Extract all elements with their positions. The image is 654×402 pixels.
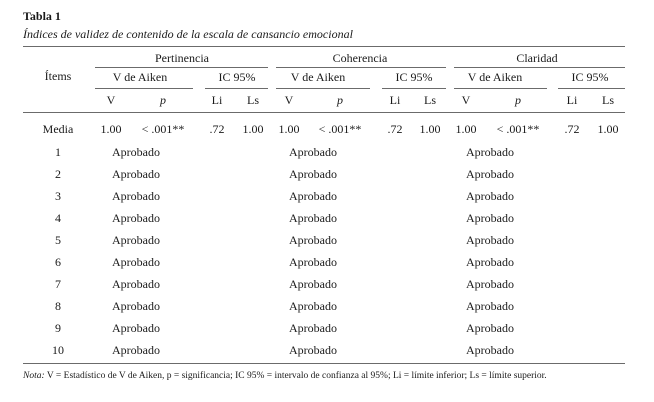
row-value-coherencia: Aprobado xyxy=(289,233,337,247)
col-li-coherencia: Li xyxy=(389,93,401,107)
row-item: 1 xyxy=(55,145,61,159)
col-p-claridad: p xyxy=(515,93,521,107)
row-value-pertinencia: Aprobado xyxy=(112,321,160,335)
row-value-coherencia: Aprobado xyxy=(289,255,337,269)
row-value-pertinencia: Aprobado xyxy=(112,233,160,247)
group-header-pertinencia: Pertinencia xyxy=(155,51,209,65)
media-p-pertinencia: < .001** xyxy=(141,122,185,136)
col-p-pertinencia: p xyxy=(160,93,166,107)
row-value-coherencia: Aprobado xyxy=(289,277,337,291)
media-ls-pertinencia: 1.00 xyxy=(242,122,264,136)
sub-rule-aiken-claridad xyxy=(454,88,547,89)
row-value-claridad: Aprobado xyxy=(466,321,514,335)
row-value-claridad: Aprobado xyxy=(466,233,514,247)
table-title: Índices de validez de contenido de la escala de cansancio emocional xyxy=(23,27,353,41)
row-item: 3 xyxy=(55,189,61,203)
sub-rule-ic-claridad xyxy=(558,88,625,89)
row-item: 5 xyxy=(55,233,61,247)
media-li-claridad: .72 xyxy=(564,122,580,136)
header-bottom-rule xyxy=(23,112,625,113)
row-value-claridad: Aprobado xyxy=(466,277,514,291)
row-value-coherencia: Aprobado xyxy=(289,167,337,181)
row-item: 4 xyxy=(55,211,61,225)
col-p-coherencia: p xyxy=(337,93,343,107)
aiken-header-pertinencia: V de Aiken xyxy=(112,70,168,84)
media-v-claridad: 1.00 xyxy=(455,122,477,136)
media-ls-claridad: 1.00 xyxy=(597,122,619,136)
row-value-pertinencia: Aprobado xyxy=(112,255,160,269)
ic-header-claridad: IC 95% xyxy=(571,70,609,84)
note-text: V = Estadístico de V de Aiken, p = significancia; IC 95% = intervalo de confianza al 95%; Li = límite inferior; Ls = límite superior. xyxy=(44,371,547,381)
top-rule xyxy=(23,46,625,47)
row-value-pertinencia: Aprobado xyxy=(112,299,160,313)
media-ls-coherencia: 1.00 xyxy=(419,122,441,136)
sub-rule-aiken-coherencia xyxy=(276,88,370,89)
row-value-claridad: Aprobado xyxy=(466,343,514,357)
group-rule-coherencia xyxy=(276,67,446,68)
row-value-pertinencia: Aprobado xyxy=(112,211,160,225)
row-value-coherencia: Aprobado xyxy=(289,321,337,335)
ic-header-pertinencia: IC 95% xyxy=(218,70,256,84)
table-note xyxy=(23,371,547,381)
media-label: Media xyxy=(42,122,74,136)
table-label: Tabla 1 xyxy=(23,9,61,23)
row-value-pertinencia: Aprobado xyxy=(112,343,160,357)
row-value-coherencia: Aprobado xyxy=(289,145,337,159)
row-value-claridad: Aprobado xyxy=(466,211,514,225)
col-ls-claridad: Ls xyxy=(602,93,614,107)
row-item: 6 xyxy=(55,255,61,269)
row-item: 8 xyxy=(55,299,61,313)
row-value-coherencia: Aprobado xyxy=(289,189,337,203)
media-v-coherencia: 1.00 xyxy=(278,122,300,136)
row-value-claridad: Aprobado xyxy=(466,299,514,313)
col-v-coherencia: V xyxy=(284,93,294,107)
row-value-pertinencia: Aprobado xyxy=(112,277,160,291)
row-value-pertinencia: Aprobado xyxy=(112,189,160,203)
sub-rule-ic-pertinencia xyxy=(205,88,268,89)
row-value-coherencia: Aprobado xyxy=(289,211,337,225)
row-item: 2 xyxy=(55,167,61,181)
sub-rule-aiken-pertinencia xyxy=(95,88,193,89)
row-value-claridad: Aprobado xyxy=(466,145,514,159)
aiken-header-claridad: V de Aiken xyxy=(467,70,523,84)
col-v-pertinencia: V xyxy=(106,93,116,107)
group-header-coherencia: Coherencia xyxy=(332,51,388,65)
sub-rule-ic-coherencia xyxy=(382,88,446,89)
ic-header-coherencia: IC 95% xyxy=(395,70,433,84)
row-value-claridad: Aprobado xyxy=(466,167,514,181)
col-v-claridad: V xyxy=(461,93,471,107)
media-p-claridad: < .001** xyxy=(496,122,540,136)
row-value-coherencia: Aprobado xyxy=(289,343,337,357)
group-header-claridad: Claridad xyxy=(516,51,558,65)
media-li-coherencia: .72 xyxy=(387,122,403,136)
row-item: 7 xyxy=(55,277,61,291)
col-li-claridad: Li xyxy=(566,93,578,107)
row-value-pertinencia: Aprobado xyxy=(112,145,160,159)
media-v-pertinencia: 1.00 xyxy=(100,122,122,136)
note-label: Nota: xyxy=(23,371,45,381)
group-rule-claridad xyxy=(454,67,625,68)
row-item: 10 xyxy=(52,343,64,357)
row-item: 9 xyxy=(55,321,61,335)
media-p-coherencia: < .001** xyxy=(318,122,362,136)
bottom-rule xyxy=(23,363,625,364)
col-ls-coherencia: Ls xyxy=(424,93,436,107)
row-value-claridad: Aprobado xyxy=(466,255,514,269)
items-header: Ítems xyxy=(44,69,72,83)
col-li-pertinencia: Li xyxy=(211,93,223,107)
aiken-header-coherencia: V de Aiken xyxy=(290,70,346,84)
col-ls-pertinencia: Ls xyxy=(247,93,259,107)
row-value-coherencia: Aprobado xyxy=(289,299,337,313)
group-rule-pertinencia xyxy=(95,67,268,68)
row-value-pertinencia: Aprobado xyxy=(112,167,160,181)
media-li-pertinencia: .72 xyxy=(209,122,225,136)
row-value-claridad: Aprobado xyxy=(466,189,514,203)
